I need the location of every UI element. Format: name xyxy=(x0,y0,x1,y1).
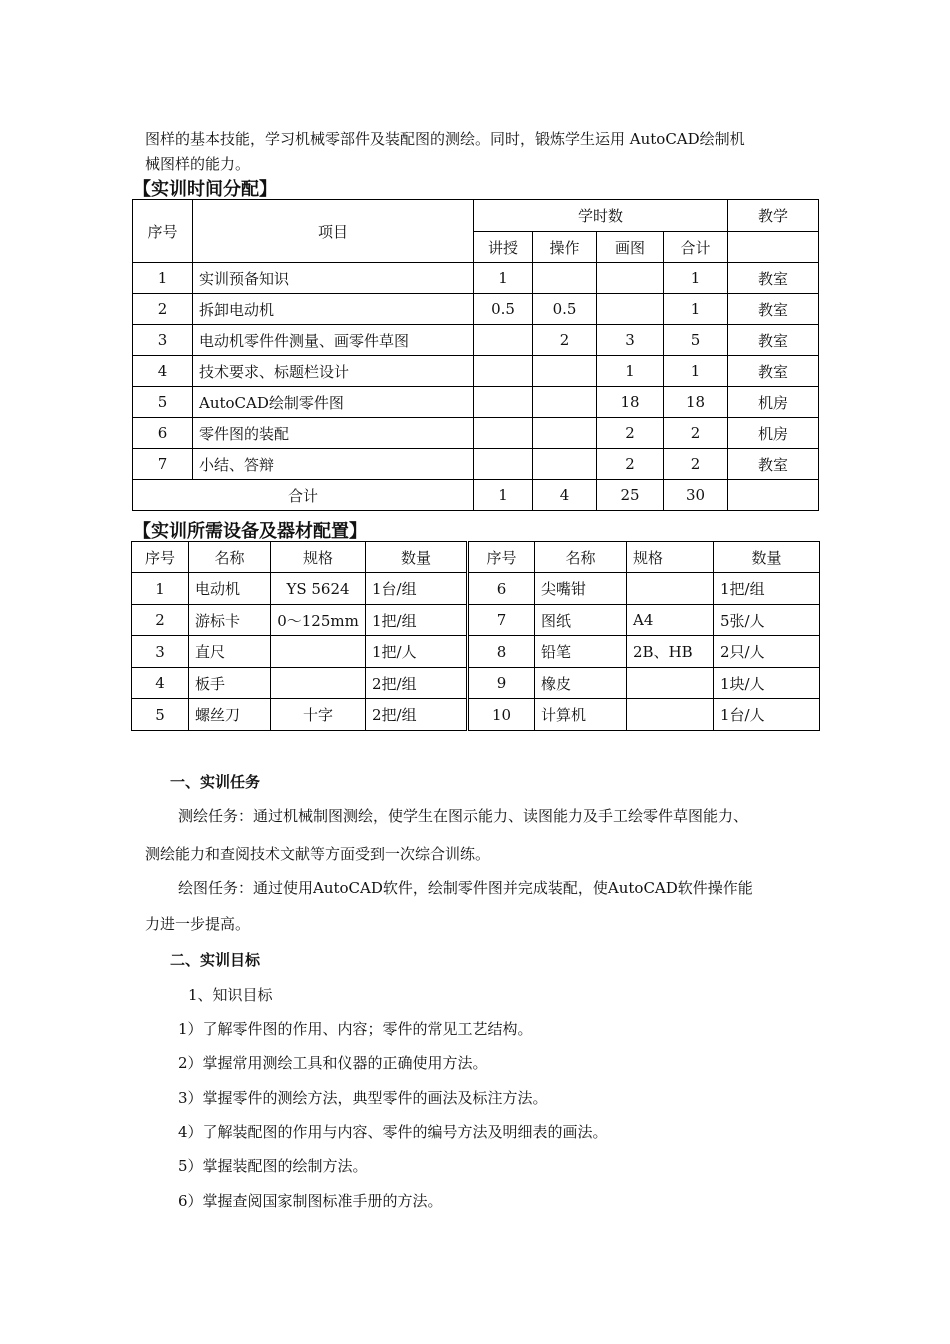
row-item: AutoCAD绘制零件图 xyxy=(193,387,474,418)
row-no: 2 xyxy=(133,294,193,325)
row-draw: 3 xyxy=(597,325,664,356)
equip-spec: 0～125mm xyxy=(271,605,366,636)
row-total: 1 xyxy=(664,294,728,325)
row-no: 5 xyxy=(133,387,193,418)
draw-task-line-2: 力进一步提高。 xyxy=(145,915,251,933)
goal-item: 3）掌握零件的测绘方法，典型零件的画法及标注方法。 xyxy=(178,1089,548,1107)
row-draw: 2 xyxy=(597,418,664,449)
row-lecture xyxy=(474,356,533,387)
row-item: 电动机零件件测量、画零件草图 xyxy=(193,325,474,356)
equip-name: 游标卡 xyxy=(189,605,271,636)
time-section-title: 【实训时间分配】 xyxy=(133,179,277,200)
header-hours: 学时数 xyxy=(474,200,728,232)
equip-no: 4 xyxy=(132,668,189,699)
equip-qty: 1块/人 xyxy=(714,668,820,699)
row-no: 7 xyxy=(133,449,193,480)
row-item: 拆卸电动机 xyxy=(193,294,474,325)
row-item: 小结、答辩 xyxy=(193,449,474,480)
sum-operate: 4 xyxy=(533,480,597,511)
equip-no: 3 xyxy=(132,636,189,668)
row-lecture: 0.5 xyxy=(474,294,533,325)
row-draw: 2 xyxy=(597,449,664,480)
row-lecture xyxy=(474,418,533,449)
table-sum-row xyxy=(133,480,819,511)
equip-qty: 2把/组 xyxy=(366,668,468,699)
equip-header-name: 名称 xyxy=(189,542,271,573)
row-draw: 18 xyxy=(597,387,664,418)
equip-qty: 5张/人 xyxy=(714,605,820,636)
row-operate xyxy=(533,263,597,294)
equip-no: 8 xyxy=(468,636,535,668)
survey-task-line-2: 测绘能力和查阅技术文献等方面受到一次综合训练。 xyxy=(145,845,491,863)
equip-spec: 2B、HB xyxy=(627,636,714,668)
row-item: 实训预备知识 xyxy=(193,263,474,294)
goal-subtitle: 1、知识目标 xyxy=(188,986,273,1004)
header-operate: 操作 xyxy=(533,232,597,263)
draw-task-line-1: 绘图任务：通过使用AutoCAD软件，绘制零件图并完成装配，使AutoCAD软件操作能 xyxy=(178,879,753,897)
row-place: 机房 xyxy=(728,387,819,418)
equip-spec xyxy=(627,699,714,731)
header-place-empty xyxy=(728,232,819,263)
equip-name: 直尺 xyxy=(189,636,271,668)
task-section-title: 一、实训任务 xyxy=(170,773,261,791)
sum-place xyxy=(728,480,819,511)
equip-header-qty: 数量 xyxy=(366,542,468,573)
row-item: 零件图的装配 xyxy=(193,418,474,449)
row-draw: 1 xyxy=(597,356,664,387)
equip-no: 6 xyxy=(468,573,535,605)
equip-name: 螺丝刀 xyxy=(189,699,271,731)
sum-label: 合计 xyxy=(133,480,474,511)
row-total: 1 xyxy=(664,263,728,294)
header-no: 序号 xyxy=(133,200,193,263)
time-table xyxy=(132,199,819,511)
goal-section-title: 二、实训目标 xyxy=(170,951,261,969)
equip-qty: 1把/人 xyxy=(366,636,468,668)
row-no: 1 xyxy=(133,263,193,294)
equip-no: 5 xyxy=(132,699,189,731)
equip-spec xyxy=(271,636,366,668)
equip-section-title: 【实训所需设备及器材配置】 xyxy=(133,521,367,542)
equip-qty: 2只/人 xyxy=(714,636,820,668)
equip-qty: 1台/组 xyxy=(366,573,468,605)
table-row xyxy=(133,325,819,356)
row-lecture xyxy=(474,449,533,480)
row-total: 5 xyxy=(664,325,728,356)
table-row xyxy=(132,668,820,699)
equip-table xyxy=(131,541,820,731)
table-row xyxy=(133,418,819,449)
equip-spec xyxy=(627,668,714,699)
goal-item: 6）掌握查阅国家制图标准手册的方法。 xyxy=(178,1192,443,1210)
row-operate xyxy=(533,449,597,480)
goal-item: 2）掌握常用测绘工具和仪器的正确使用方法。 xyxy=(178,1054,488,1072)
row-lecture xyxy=(474,325,533,356)
sum-draw: 25 xyxy=(597,480,664,511)
row-no: 6 xyxy=(133,418,193,449)
row-item: 技术要求、标题栏设计 xyxy=(193,356,474,387)
survey-task-line-1: 测绘任务：通过机械制图测绘，使学生在图示能力、读图能力及手工绘零件草图能力、 xyxy=(178,807,749,825)
header-total: 合计 xyxy=(664,232,728,263)
row-total: 2 xyxy=(664,418,728,449)
equip-spec: A4 xyxy=(627,605,714,636)
goal-item: 5）掌握装配图的绘制方法。 xyxy=(178,1157,368,1175)
equip-header-no: 序号 xyxy=(132,542,189,573)
row-lecture xyxy=(474,387,533,418)
equip-spec xyxy=(271,668,366,699)
row-total: 2 xyxy=(664,449,728,480)
equip-qty: 1把/组 xyxy=(714,573,820,605)
header-lecture: 讲授 xyxy=(474,232,533,263)
equip-header-qty-right: 数量 xyxy=(714,542,820,573)
intro-line-2: 械图样的能力。 xyxy=(145,155,251,173)
row-place: 教室 xyxy=(728,449,819,480)
table-row xyxy=(133,263,819,294)
row-place: 教室 xyxy=(728,356,819,387)
equip-header-no-right: 序号 xyxy=(468,542,535,573)
row-place: 教室 xyxy=(728,294,819,325)
header-item: 项目 xyxy=(193,200,474,263)
row-operate xyxy=(533,356,597,387)
row-operate xyxy=(533,418,597,449)
table-row xyxy=(132,605,820,636)
intro-line-1: 图样的基本技能，学习机械零部件及装配图的测绘。同时，锻炼学生运用 AutoCAD绘制机 xyxy=(145,130,745,148)
row-place: 机房 xyxy=(728,418,819,449)
row-place: 教室 xyxy=(728,263,819,294)
sum-lecture: 1 xyxy=(474,480,533,511)
equip-name: 图纸 xyxy=(535,605,627,636)
row-lecture: 1 xyxy=(474,263,533,294)
row-total: 18 xyxy=(664,387,728,418)
equip-spec: 十字 xyxy=(271,699,366,731)
table-row xyxy=(132,636,820,668)
equip-name: 电动机 xyxy=(189,573,271,605)
row-draw xyxy=(597,263,664,294)
equip-qty: 1台/人 xyxy=(714,699,820,731)
table-row xyxy=(132,699,820,731)
table-row xyxy=(133,294,819,325)
goal-item: 1）了解零件图的作用、内容；零件的常见工艺结构。 xyxy=(178,1020,533,1038)
equip-header-spec-right: 规格 xyxy=(627,542,714,573)
equip-name: 铅笔 xyxy=(535,636,627,668)
equip-qty: 2把/组 xyxy=(366,699,468,731)
equip-qty: 1把/组 xyxy=(366,605,468,636)
equip-name: 橡皮 xyxy=(535,668,627,699)
equip-no: 7 xyxy=(468,605,535,636)
row-total: 1 xyxy=(664,356,728,387)
equip-header-spec: 规格 xyxy=(271,542,366,573)
table-row xyxy=(133,356,819,387)
equip-name: 尖嘴钳 xyxy=(535,573,627,605)
sum-total: 30 xyxy=(664,480,728,511)
header-place: 教学 xyxy=(728,200,819,232)
equip-spec: YS 5624 xyxy=(271,573,366,605)
row-operate: 0.5 xyxy=(533,294,597,325)
equip-no: 9 xyxy=(468,668,535,699)
table-row xyxy=(132,573,820,605)
equip-name: 计算机 xyxy=(535,699,627,731)
equip-spec xyxy=(627,573,714,605)
table-row xyxy=(133,449,819,480)
goal-item: 4）了解装配图的作用与内容、零件的编号方法及明细表的画法。 xyxy=(178,1123,608,1141)
row-draw xyxy=(597,294,664,325)
header-draw: 画图 xyxy=(597,232,664,263)
row-no: 4 xyxy=(133,356,193,387)
row-operate xyxy=(533,387,597,418)
equip-no: 10 xyxy=(468,699,535,731)
equip-name: 板手 xyxy=(189,668,271,699)
row-operate: 2 xyxy=(533,325,597,356)
row-place: 教室 xyxy=(728,325,819,356)
row-no: 3 xyxy=(133,325,193,356)
equip-header-name-right: 名称 xyxy=(535,542,627,573)
equip-no: 2 xyxy=(132,605,189,636)
table-row xyxy=(133,387,819,418)
equip-no: 1 xyxy=(132,573,189,605)
